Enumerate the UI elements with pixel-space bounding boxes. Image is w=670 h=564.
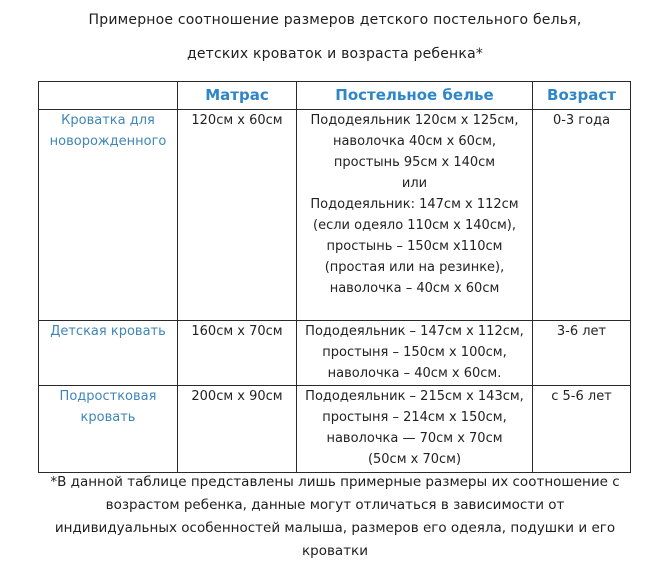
header-empty <box>39 82 178 110</box>
age-cell: 3-6 лет <box>533 321 631 386</box>
bedding-line: простынь 95см х 140см <box>333 155 496 170</box>
bed-type-cell <box>39 386 178 473</box>
mattress-cell: 200см х 90см <box>178 386 297 473</box>
bedding-line: Пододеяльник 120см х 125см, <box>310 113 519 128</box>
size-table <box>38 81 631 473</box>
bedding-cell <box>297 110 533 321</box>
bedding-line: Пододеяльник: 147см х 112см <box>310 197 519 212</box>
footnote-line: *В данной таблице представлены лишь примерные размеры их соотношение с <box>50 474 620 490</box>
bedding-line: наволочка — 70см х 70см <box>326 431 503 446</box>
footnote-line: индивидуальных особенностей малыша, размеров его одеяла, подушки и его <box>54 520 616 536</box>
header-bedding: Постельное белье <box>297 82 533 110</box>
header-row <box>39 82 631 110</box>
age-cell: 0-3 года <box>533 110 631 321</box>
bedding-line: простынь – 150см х110см <box>326 239 503 254</box>
header-mattress: Матрас <box>178 82 297 110</box>
bed-type-line: новорожденного <box>49 134 167 149</box>
bedding-line: наволочка – 40см х 60см <box>329 281 500 296</box>
bed-type-line: кровать <box>80 410 136 425</box>
bedding-line: Пододеяльник – 215см х 143см, <box>305 389 524 404</box>
bed-type-line: Подростковая <box>59 389 157 404</box>
footnote-line: кроватки <box>301 543 368 559</box>
bed-type-line: Кроватка для <box>61 113 155 128</box>
footnote <box>0 471 670 563</box>
title-line-2: детских кроваток и возраста ребенка* <box>186 46 484 62</box>
table-row <box>39 386 631 473</box>
bedding-line: (50см х 70см) <box>367 452 462 467</box>
bedding-line: или <box>401 176 428 191</box>
table-row <box>39 110 631 321</box>
footnote-line: возрастом ребенка, данные могут отличаться в зависимости от <box>105 497 565 513</box>
bedding-line: простыня – 214см х 150см, <box>322 410 507 425</box>
mattress-cell: 120см х 60см <box>178 110 297 321</box>
bedding-line: наволочка 40см х 60см, <box>332 134 497 149</box>
bedding-cell <box>297 321 533 386</box>
bedding-line: (если одеяло 110см х 140см), <box>313 218 516 233</box>
bedding-line: наволочка – 40см х 60см. <box>327 366 502 381</box>
bed-type-cell <box>39 321 178 386</box>
header-age: Возраст <box>533 82 631 110</box>
table-row <box>39 321 631 386</box>
bedding-line: простыня – 150см х 100см, <box>322 345 507 360</box>
mattress-cell: 160см х 70см <box>178 321 297 386</box>
title-line-1: Примерное соотношение размеров детского постельного белья, <box>88 12 582 28</box>
bed-type-cell <box>39 110 178 321</box>
bedding-line: (простая или на резинке), <box>324 260 505 275</box>
bedding-cell <box>297 386 533 473</box>
bedding-line: Пододеяльник – 147см х 112см, <box>305 324 524 339</box>
bed-type-line: Детская кровать <box>50 324 166 339</box>
age-cell: с 5-6 лет <box>533 386 631 473</box>
